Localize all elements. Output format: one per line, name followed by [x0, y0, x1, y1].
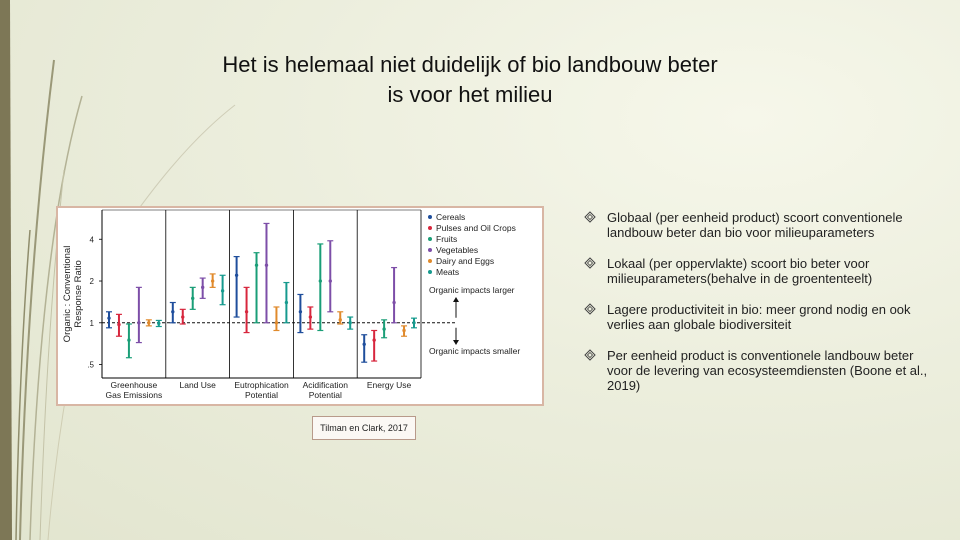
point-marker: [235, 274, 238, 277]
x-group-label: Greenhouse: [110, 380, 158, 390]
y-tick-label: 4: [89, 235, 94, 245]
title-line-2: is voor het milieu: [387, 82, 553, 107]
legend-marker: [428, 226, 432, 230]
legend-label: Cereals: [436, 212, 466, 222]
data-point: [297, 294, 303, 332]
data-point: [210, 274, 216, 287]
bullet-text: Lagere productiviteit in bio: meer grond nodig en ook verlies aan globale biodiversiteit: [607, 302, 911, 332]
data-point: [391, 268, 397, 323]
bullet-text: Per eenheid product is conventionele landbouw beter voor de levering van ecosysteemdiensten (Boone et al., 2019): [607, 348, 928, 393]
point-marker: [372, 338, 375, 341]
diamond-bullet-icon: [584, 257, 596, 269]
legend-label: Dairy and Eggs: [436, 256, 495, 266]
diamond-bullet-icon: [584, 211, 596, 223]
y-tick-label: 2: [89, 277, 94, 287]
data-point: [244, 287, 250, 332]
data-point: [337, 312, 343, 324]
chart-credit: Tilman en Clark, 2017: [312, 416, 416, 440]
data-point: [263, 223, 269, 322]
data-point: [116, 314, 122, 336]
point-marker: [127, 338, 130, 341]
bullet-text: Lokaal (per oppervlakte) scoort bio beter voor milieuparameters(behalve in de groententeelt): [607, 256, 873, 286]
bullet-item: [584, 348, 934, 393]
title-line-1: Het is helemaal niet duidelijk of bio landbouw beter: [222, 52, 718, 77]
point-marker: [349, 321, 352, 324]
data-point: [327, 241, 333, 312]
bullet-item: [584, 210, 934, 240]
point-marker: [117, 323, 120, 326]
point-marker: [201, 286, 204, 289]
data-point: [307, 307, 313, 329]
legend-marker: [428, 248, 432, 252]
y-tick-label: .5: [87, 360, 94, 370]
point-marker: [191, 297, 194, 300]
data-point: [371, 330, 377, 361]
data-point: [411, 318, 417, 328]
bullet-item: [584, 302, 934, 332]
point-marker: [299, 310, 302, 313]
y-axis-label: Organic : Conventional: [62, 245, 73, 343]
arrow-down-head: [453, 340, 459, 345]
bullet-item: [584, 256, 934, 286]
slide-title: [110, 50, 830, 110]
point-marker: [402, 329, 405, 332]
data-point: [361, 335, 367, 362]
x-group-label: Potential: [244, 390, 279, 400]
point-marker: [275, 321, 278, 324]
point-marker: [363, 343, 366, 346]
legend-marker: [428, 215, 432, 219]
data-point: [254, 253, 260, 323]
data-point: [146, 320, 152, 326]
point-marker: [285, 301, 288, 304]
annotation-larger: Organic impacts larger: [429, 285, 515, 295]
point-marker: [221, 289, 224, 292]
point-marker: [309, 315, 312, 318]
bullet-text: Globaal (per eenheid product) scoort conventionele landbouw beter dan bio voor milieuparameters: [607, 210, 903, 240]
data-point: [234, 257, 240, 317]
legend-label: Fruits: [436, 234, 458, 244]
chart-svg: [58, 208, 542, 404]
data-point: [317, 244, 323, 331]
x-group-label: Eutrophication: [234, 380, 289, 390]
point-marker: [255, 264, 258, 267]
bullet-list: [584, 210, 934, 409]
point-marker: [157, 322, 160, 325]
data-point: [200, 278, 206, 298]
point-marker: [319, 279, 322, 282]
data-point: [156, 320, 162, 326]
legend-label: Pulses and Oil Crops: [436, 223, 516, 233]
point-marker: [339, 318, 342, 321]
arrow-up-head: [453, 297, 459, 302]
x-group-label: Potential: [308, 390, 342, 400]
point-marker: [147, 321, 150, 324]
legend-marker: [428, 237, 432, 241]
point-marker: [107, 316, 110, 319]
legend-marker: [428, 270, 432, 274]
data-point: [283, 283, 289, 323]
data-point: [273, 307, 279, 331]
point-marker: [181, 315, 184, 318]
point-marker: [382, 327, 385, 330]
point-marker: [329, 279, 332, 282]
legend-label: Vegetables: [436, 245, 479, 255]
data-point: [106, 312, 112, 328]
x-group-label: Land Use: [179, 380, 216, 390]
legend-marker: [428, 259, 432, 263]
data-point: [220, 275, 226, 304]
y-axis-label: Response Ratio: [73, 260, 84, 328]
point-marker: [171, 310, 174, 313]
point-marker: [137, 321, 140, 324]
y-tick-label: 1: [89, 318, 94, 328]
data-point: [126, 324, 132, 358]
point-marker: [412, 321, 415, 324]
point-marker: [265, 264, 268, 267]
x-group-label: Energy Use: [366, 380, 412, 390]
chart-figure: [56, 206, 544, 406]
data-point: [401, 326, 407, 336]
point-marker: [211, 279, 214, 282]
diamond-bullet-icon: [584, 303, 596, 315]
data-point: [180, 309, 186, 324]
point-marker: [392, 301, 395, 304]
point-marker: [245, 310, 248, 313]
x-group-label: Gas Emissions: [105, 390, 163, 400]
data-point: [170, 303, 176, 323]
diamond-bullet-icon: [584, 349, 596, 361]
data-point: [190, 287, 196, 309]
x-group-label: Acidification: [302, 380, 348, 390]
annotation-smaller: Organic impacts smaller: [429, 346, 521, 356]
data-point: [136, 287, 142, 342]
legend-label: Meats: [436, 267, 460, 277]
